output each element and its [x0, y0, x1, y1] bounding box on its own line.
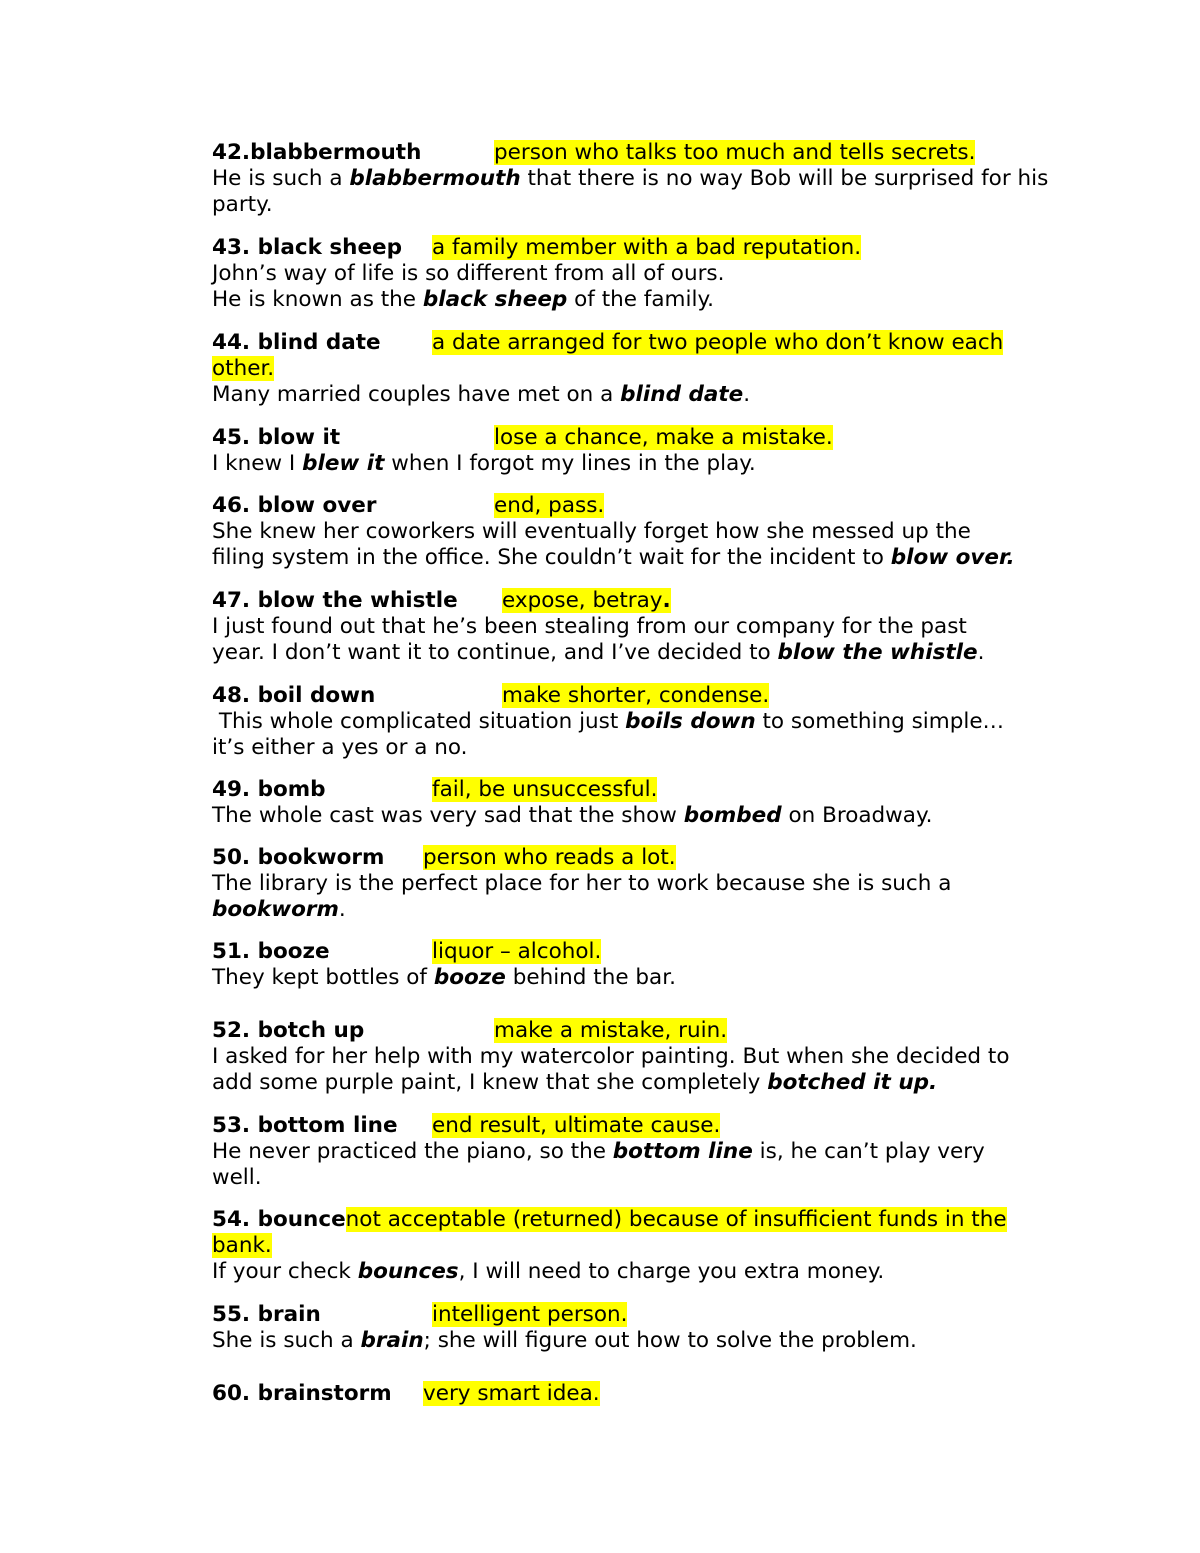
entry-brain — [212, 1302, 1072, 1354]
entry-header — [212, 845, 1072, 871]
definition: a date arranged for two people who don’t know each — [432, 330, 1004, 355]
definition-continued: other. — [212, 356, 275, 381]
example-sentence: He is known as the black sheep of the family. — [212, 287, 714, 312]
entry-bounce — [212, 1207, 1072, 1285]
example-sentence: well. — [212, 1165, 262, 1190]
term: 45. blow it — [212, 425, 341, 450]
example-sentence: I just found out that he’s been stealing from our company for the past — [212, 614, 967, 639]
entry-header — [212, 330, 1072, 356]
entry-botch-up — [212, 1018, 1072, 1096]
entry-blabbermouth — [212, 140, 1072, 218]
term: 46. blow over — [212, 493, 377, 518]
example-sentence: add some purple paint, I knew that she completely botched it up. — [212, 1070, 938, 1095]
definition: liquor – alcohol. — [432, 939, 602, 964]
definition: intelligent person. — [432, 1302, 628, 1327]
entry-black-sheep — [212, 235, 1072, 313]
term: 50. bookworm — [212, 845, 385, 870]
entry-bottom-line — [212, 1113, 1072, 1191]
entry-boil-down — [212, 683, 1072, 761]
entry-header — [212, 1113, 1072, 1139]
example-sentence: He never practiced the piano, so the bottom line is, he can’t play very — [212, 1139, 985, 1164]
entry-header — [212, 425, 1072, 451]
idiom-phrase: blow the whistle — [777, 640, 978, 665]
term: 60. brainstorm — [212, 1381, 392, 1406]
idiom-phrase: boils down — [625, 709, 756, 734]
term: 48. boil down — [212, 683, 376, 708]
definition: make a mistake, ruin. — [494, 1018, 728, 1043]
example-sentence: He is such a blabbermouth that there is no way Bob will be surprised for his party. — [212, 166, 1049, 217]
term: 51. booze — [212, 939, 330, 964]
definition: expose, betray. — [502, 588, 671, 613]
entry-header — [212, 235, 1072, 261]
idiom-phrase: blew it — [302, 451, 385, 476]
entry-blind-date — [212, 330, 1072, 408]
idiom-phrase: booze — [433, 965, 506, 990]
example-sentence: They kept bottles of booze behind the bar. — [212, 965, 676, 990]
example-sentence: She is such a brain; she will figure out how to solve the problem. — [212, 1328, 917, 1353]
entry-blow-the-whistle — [212, 588, 1072, 666]
definition: person who talks too much and tells secrets. — [494, 140, 976, 165]
example-sentence: it’s either a yes or a no. — [212, 735, 468, 760]
idiom-phrase: black sheep — [422, 287, 568, 312]
definition: lose a chance, make a mistake. — [494, 425, 833, 450]
idiom-phrase: bounces — [357, 1259, 459, 1284]
example-sentence: This whole complicated situation just boils down to something simple… — [212, 709, 1005, 734]
entry-header — [212, 1018, 1072, 1044]
example-sentence: Many married couples have met on a blind date. — [212, 382, 751, 407]
entry-blow-it — [212, 425, 1072, 477]
example-sentence: If your check bounces, I will need to charge you extra money. — [212, 1259, 885, 1284]
example-sentence: The library is the perfect place for her to work because she is such a — [212, 871, 952, 896]
idiom-phrase: blabbermouth — [349, 166, 521, 191]
idiom-phrase: botched it up. — [767, 1070, 938, 1095]
definition: fail, be unsuccessful. — [432, 777, 658, 802]
entry-header — [212, 588, 1072, 614]
example-sentence: The whole cast was very sad that the show bombed on Broadway. — [212, 803, 933, 828]
example-sentence: year. I don’t want it to continue, and I’ve decided to blow the whistle. — [212, 640, 985, 665]
entry-booze — [212, 939, 1072, 991]
idiom-phrase: bookworm — [212, 897, 339, 922]
definition-continued: bank. — [212, 1233, 272, 1258]
term: 49. bomb — [212, 777, 326, 802]
entry-header — [212, 939, 1072, 965]
term: 54. bounce — [212, 1207, 346, 1232]
example-sentence: She knew her coworkers will eventually forget how she messed up the — [212, 519, 971, 544]
entry-header — [212, 683, 1072, 709]
example-sentence: I asked for her help with my watercolor painting. But when she decided to — [212, 1044, 1010, 1069]
term: 55. brain — [212, 1302, 321, 1327]
definition: person who reads a lot. — [423, 845, 676, 870]
term: 44. blind date — [212, 330, 381, 355]
idiom-phrase: bottom line — [612, 1139, 753, 1164]
term: 52. botch up — [212, 1018, 365, 1043]
idiom-phrase: blow over. — [890, 545, 1015, 570]
definition: make shorter, condense. — [502, 683, 770, 708]
entry-bookworm — [212, 845, 1072, 923]
entry-blow-over — [212, 493, 1072, 571]
entry-bomb — [212, 777, 1072, 829]
entry-header — [212, 777, 1072, 803]
term: 43. black sheep — [212, 235, 403, 260]
definition: very smart idea. — [423, 1381, 600, 1406]
entry-brainstorm — [212, 1381, 1072, 1407]
example-sentence: bookworm. — [212, 897, 346, 922]
entry-header — [212, 1302, 1072, 1328]
definition: end, pass. — [494, 493, 605, 518]
entry-header — [212, 1381, 1072, 1407]
idiom-phrase: blind date — [620, 382, 744, 407]
entry-header — [212, 493, 1072, 519]
idiom-phrase: bombed — [683, 803, 782, 828]
definition: not acceptable (returned) because of insufficient funds in the — [345, 1207, 1007, 1232]
definition: end result, ultimate cause. — [432, 1113, 721, 1138]
term: 42.blabbermouth — [212, 140, 422, 165]
entry-header — [212, 140, 1072, 166]
definition: a family member with a bad reputation. — [432, 235, 862, 260]
example-sentence: I knew I blew it when I forgot my lines in the play. — [212, 451, 756, 476]
term: 47. blow the whistle — [212, 588, 458, 613]
example-sentence: filing system in the office. She couldn’t wait for the incident to blow over. — [212, 545, 1015, 570]
term: 53. bottom line — [212, 1113, 398, 1138]
entry-header — [212, 1207, 1072, 1233]
example-sentence: John’s way of life is so different from all of ours. — [212, 261, 725, 286]
idiom-phrase: brain — [360, 1328, 424, 1353]
